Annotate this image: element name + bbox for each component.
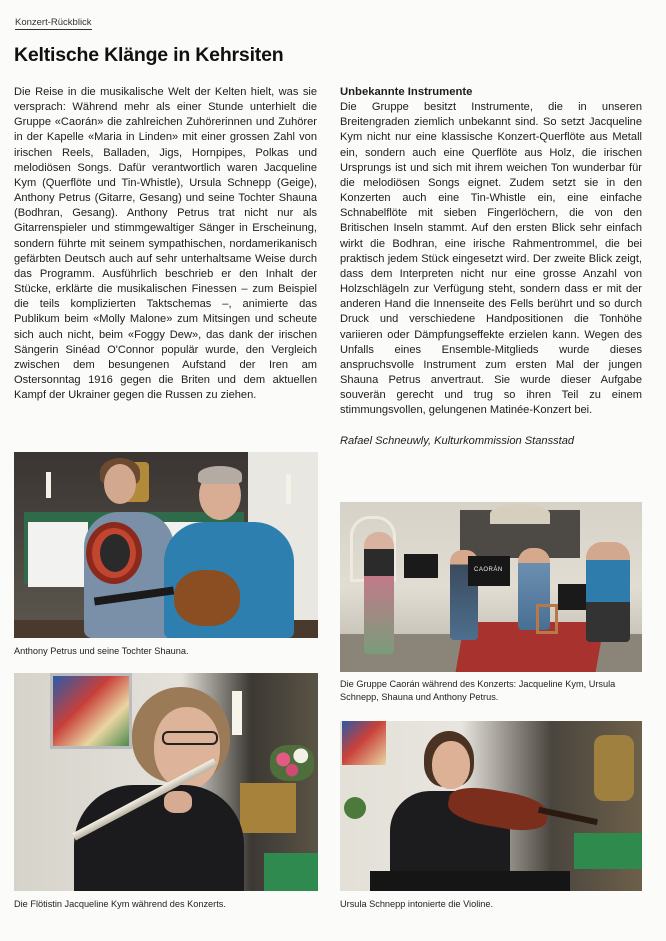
head-shape [104, 464, 136, 504]
photo-caption: Ursula Schnepp intonierte die Violine. [340, 899, 494, 909]
candle-shape [46, 472, 51, 498]
stained-glass-window-shape [342, 721, 386, 765]
candle-shape [286, 474, 291, 504]
band-banner [468, 556, 510, 586]
flower-bouquet-shape [270, 745, 314, 781]
person-jacqueline-shape [74, 785, 244, 891]
article-body-right: Die Gruppe besitzt Instrumente, die in unseren Breitengraden ziemlich unbekannt sind. So setzt Jacqueline Kym nicht nur eine klassische Konzert-Querflöte aus Metall ein, sondern auch eine Querflöte aus Holz, die irischen Ursprungs ist und sich mit ihrem weichen Ton wunderbar für die melodiösen Songs eignet. Zudem setzt sie in den Konzerten auch eine Tin-Whistle ein, eine einfache Schnabelflöte mit sieben Fingerlöchern, die von den Britischen Inseln stammt. Auf den ersten Blick sehr einfach wirkt die Bodhran, eine irische Rahmentrommel, die bei praktisch jedem Stück eingesetzt wird. Der zweite Blick zeigt, dass dem Interpreten nicht nur eine grosse Anzahl von Holzschlägeln zur Verfügung steht, sondern dass er mit der anderen Hand die Innenseite des Fells berührt und so durch Druck und verschiedene Handpositionen die Tonhöhe variieren oder Dämpfungseffekte erzielen kann. Wegen des Unfalls eines Ensemble-Mitglieds wurde dieses anspruchsvolle Instrument zum ersten Mal der jungen Shauna Petrus anvertraut. Sie wurde dieser Aufgabe souverän gerecht und trug so ihren Teil zu einem stimmungsvollen, gelungenen Matinée-Konzert bei. [340, 101, 642, 417]
article-title: Keltische Klänge in Kehrsiten [14, 44, 284, 66]
photo-violinist [340, 721, 642, 891]
altar-ornament-shape [240, 783, 296, 833]
altar-cloth-shape [28, 522, 88, 587]
photo-anthony-and-shauna [14, 452, 318, 638]
photo-caption: Die Flötistin Jacqueline Kym während des Konzerts. [14, 899, 226, 909]
person-jacqueline-shape [364, 532, 394, 654]
section-label: Konzert-Rückblick [15, 17, 92, 28]
hair-shape [198, 466, 242, 484]
head-shape [432, 741, 470, 789]
article-column-left [14, 85, 317, 403]
photo-caption: Anthony Petrus und seine Tochter Shauna. [14, 646, 189, 656]
music-stand-shape [404, 554, 438, 578]
altar-cloth-shape [574, 833, 642, 869]
candle-shape [232, 691, 242, 735]
altar-ornament-shape [594, 735, 634, 801]
glasses-shape [162, 731, 218, 745]
section-subheading: Unbekannte Instrumente [340, 86, 473, 98]
stained-glass-window-shape [50, 673, 132, 749]
band-name: CAORÁN [474, 567, 503, 573]
altar-top-shape [490, 504, 550, 524]
music-stand-shape [370, 871, 570, 891]
drum-inner-shape [100, 534, 130, 572]
photo-caption: Die Gruppe Caorán während des Konzerts: Jacqueline Kym, Ursula Schnepp, Shauna und Anthony Petrus. [340, 679, 616, 702]
guitar-shape [174, 570, 240, 626]
photo-group-concert [340, 502, 642, 672]
article-column-right [340, 85, 642, 450]
article-body-left: Die Reise in die musikalische Welt der Kelten hielt, was sie versprach: Während mehr als einer Stunde unterhielt die Gruppe «Caorán» die zahlreichen Zuhörerinnen und Zuhörer in der Kapelle «Maria in Linden» mit einer grossen Zahl von irischen Reels, Balladen, Jigs, Hornpipes, Polkas und melodiösen Songs. Dafür verantwortlich waren Jacqueline Kym (Querflöte und Tin-Whistle), Ursula Schnepp (Geige), Anthony Petrus (Gitarre, Gesang) und seine Tochter Shauna (Bodhran, Gesang). Anthony Petrus trat nicht nur als Gitarrenspieler und stimmgewaltiger Sänger in Erscheinung, sondern führte mit seinem sympathischen, nordamerikanisch gefärbten Deutsch auch auf sehr unterhaltsame Weise durch das Programm. Ausführlich beschrieb er den Inhalt der Stücke, erklärte die musikalischen Finessen – zum Beispiel die teils komplizierten Taktschemas –, animierte das Publikum beim «Molly Malone» zum Mitsingen und scheute sich auch nicht, beim «Foggy Dew», das dank der irischen Sängerin Sinéad O'Connor populär wurde, den Vergleich zwischen dem besungenen Aufstand der Iren am Ostersonntag 1916 gegen die Briten und dem aktuellen Kampf der Ukrainer gegen die Russen zu ziehen. [14, 86, 317, 402]
altar-cloth-shape [264, 853, 318, 891]
chair-shape [536, 604, 558, 634]
photo-flutist [14, 673, 318, 891]
hand-shape [164, 791, 192, 813]
plant-shape [344, 797, 366, 819]
person-anthony-shape [586, 542, 630, 642]
author-byline: Rafael Schneuwly, Kulturkommission Stansstad [340, 435, 575, 448]
